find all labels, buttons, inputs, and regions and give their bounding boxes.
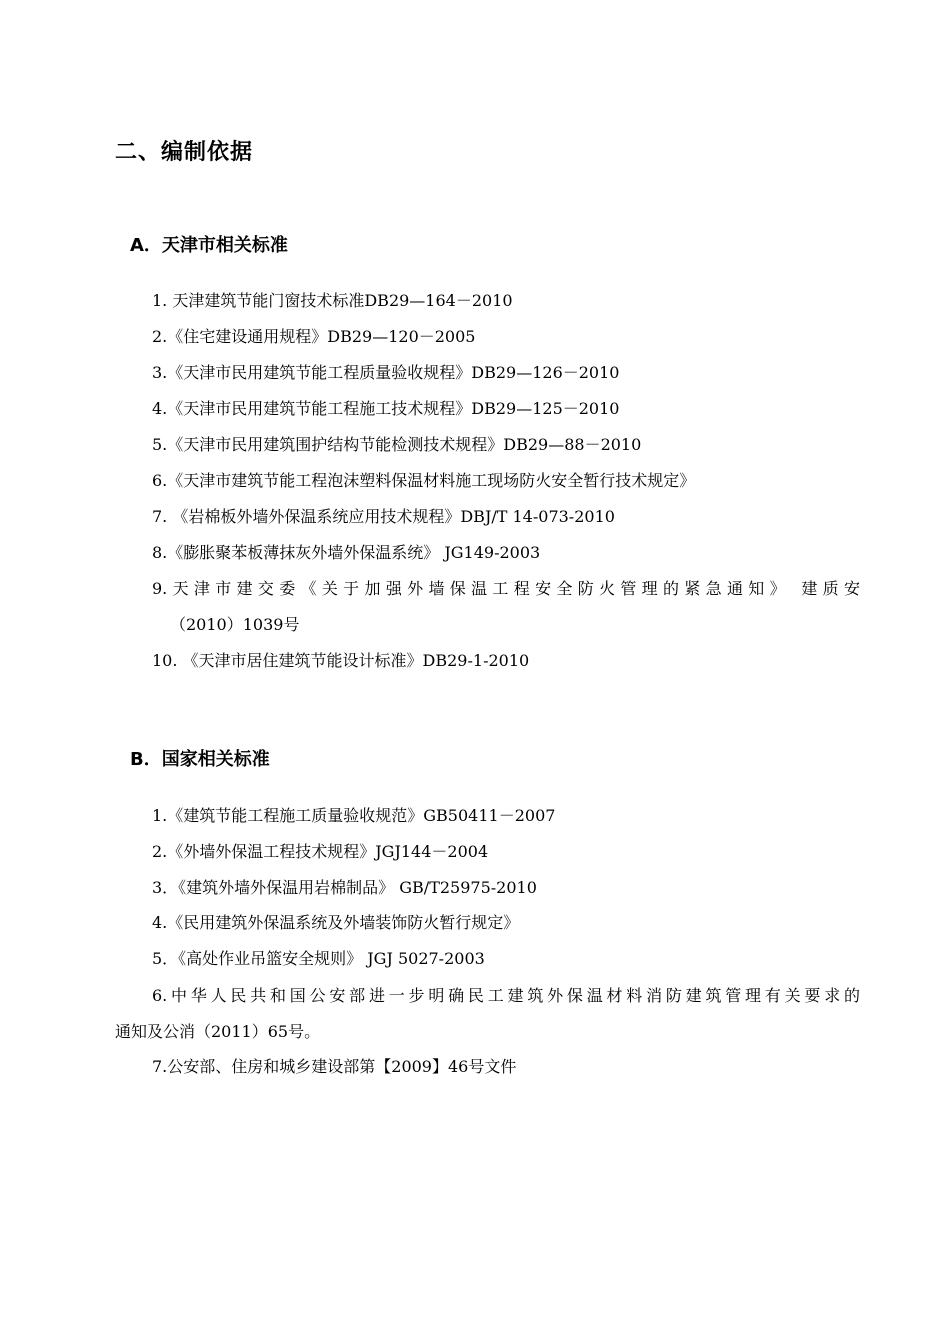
standard-item-a2: 2.《住宅建设通用规程》DB29—120－2005 xyxy=(152,327,476,346)
standard-item-a1: 1. 天津建筑节能门窗技术标准DB29—164－2010 xyxy=(152,291,513,310)
standard-item-a3: 3.《天津市民用建筑节能工程质量验收规程》DB29—126－2010 xyxy=(152,363,620,382)
standard-item-a7: 7. 《岩棉板外墙外保温系统应用技术规程》DBJ/T 14-073-2010 xyxy=(152,507,615,526)
standard-item-b5: 5．《高处作业吊篮安全规则》 JGJ 5027-2003 xyxy=(152,949,485,968)
standard-item-a5: 5.《天津市民用建筑围护结构节能检测技术规程》DB29—88－2010 xyxy=(152,435,642,454)
standard-item-a4: 4.《天津市民用建筑节能工程施工技术规程》DB29—125－2010 xyxy=(152,399,620,418)
standard-item-b6-continued: 通知及公消（2011）65号。 xyxy=(115,1022,321,1041)
standard-item-b7: 7.公安部、住房和城乡建设部第【2009】46号文件 xyxy=(152,1057,517,1076)
standard-item-a8: 8.《膨胀聚苯板薄抹灰外墙外保温系统》 JG149-2003 xyxy=(152,543,541,562)
standard-item-a9: 9.天津市建交委《关于加强外墙保温工程安全防火管理的紧急通知》 建质安 xyxy=(152,579,860,598)
standard-item-b2: 2.《外墙外保温工程技术规程》JGJ144－2004 xyxy=(152,842,489,861)
section-a-title: A．天津市相关标准 xyxy=(130,235,288,256)
standard-item-b4: 4.《民用建筑外保温系统及外墙装饰防火暂行规定》 xyxy=(152,913,520,932)
standard-item-a10: 10. 《天津市居住建筑节能设计标准》DB29-1-2010 xyxy=(152,651,530,670)
standard-item-a6: 6.《天津市建筑节能工程泡沫塑料保温材料施工现场防火安全暂行技术规定》 xyxy=(152,471,696,490)
standard-item-b6: 6.中华人民共和国公安部进一步明确民工建筑外保温材料消防建筑管理有关要求的 xyxy=(152,986,860,1005)
section-heading: 二、编制依据 xyxy=(115,140,254,165)
standard-item-a9-continued: （2010）1039号 xyxy=(170,615,300,634)
standard-item-b3: 3．《建筑外墙外保温用岩棉制品》 GB/T25975-2010 xyxy=(152,878,537,897)
section-b-title: B．国家相关标准 xyxy=(130,749,270,770)
standard-item-b1: 1.《建筑节能工程施工质量验收规范》GB50411－2007 xyxy=(152,806,556,825)
